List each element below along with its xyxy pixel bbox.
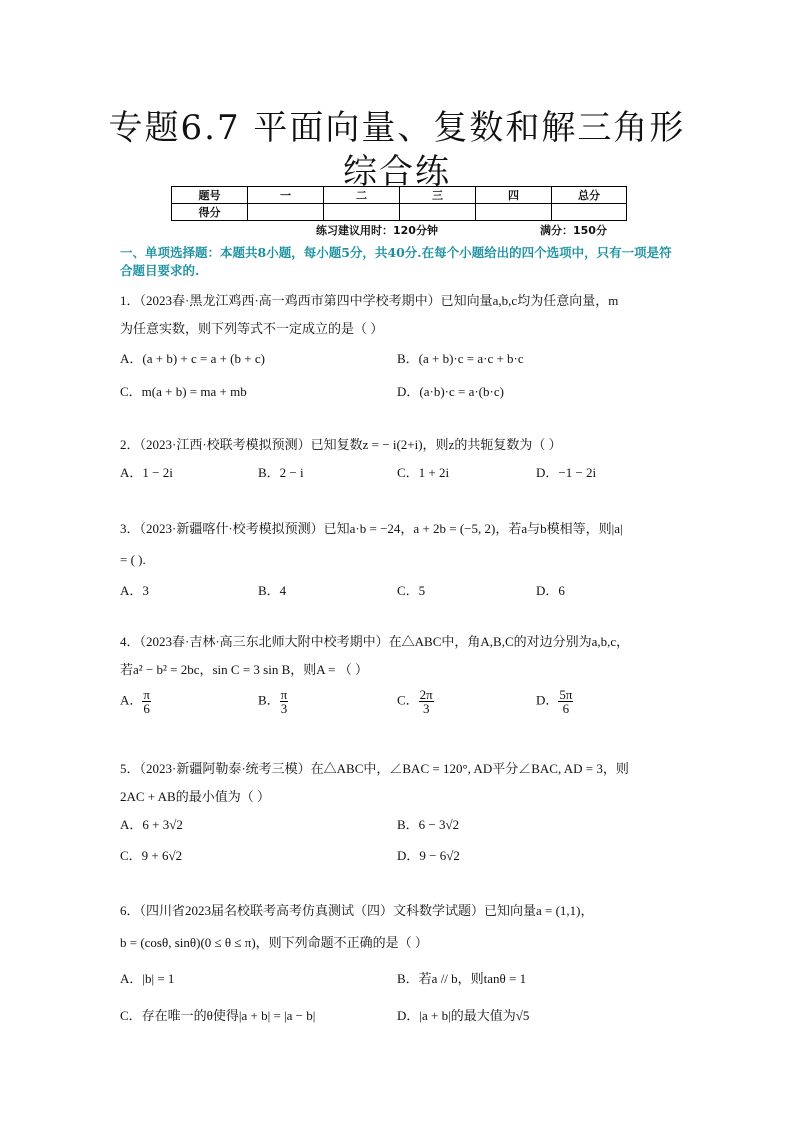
question-2-option-b[interactable]: B．2 − i [258,465,304,480]
suggested-time: 练习建议用时：120分钟 [316,224,438,237]
question-4-option-d[interactable] [536,688,573,715]
numerator: π [143,687,150,702]
question-1-option-c[interactable]: C．m(a + b) = ma + mb [120,384,247,399]
option-label: D． [536,692,559,708]
question-4-option-b[interactable] [258,688,288,715]
score-header-cell: 总分 [552,187,627,204]
numerator: 5π [559,687,573,702]
question-1-stem-cont: 为任意实数，则下列等式不一定成立的是（ ） [120,321,384,336]
denominator: 6 [562,701,570,716]
question-3-option-d[interactable]: D．6 [536,583,565,598]
question-1-stem: 1．（2023春·黑龙江鸡西·高一鸡西市第四中学校考期中）已知向量a,b,c均为任意向量，m [120,293,619,308]
fraction [558,688,573,715]
question-4-option-a[interactable] [120,688,151,715]
question-3-stem: 3．（2023·新疆喀什·校考模拟预测）已知a·b = −24，a + 2b = (−5, 2)，若a与b模相等，则|a| [120,521,623,536]
question-6-option-c[interactable]: C．存在唯一的θ使得|a + b| = |a − b| [120,1008,316,1023]
question-4-option-c[interactable] [397,688,434,715]
question-5-stem-cont: 2AC + AB的最小值为（ ） [120,789,270,804]
question-1-option-d[interactable]: D．(a·b)·c = a·(b·c) [397,384,504,399]
score-header-cell: 三 [400,187,476,204]
option-label: C． [397,692,419,708]
question-3-option-a[interactable]: A．3 [120,583,149,598]
page-title-line1: 专题6.7 平面向量、复数和解三角形 [108,108,686,148]
denominator: 3 [422,701,430,716]
numerator: π [280,687,288,702]
fraction [142,688,151,715]
question-6-stem-cont: b = (cosθ, sinθ)(0 ≤ θ ≤ π)，则下列命题不正确的是（ ） [120,935,428,950]
full-score: 满分：150分 [540,224,607,237]
score-input-cell[interactable] [324,204,400,221]
page-title-line2: 综合练 [343,152,451,192]
question-5-option-d[interactable]: D．9 − 6√2 [397,848,460,863]
score-header-cell: 四 [476,187,552,204]
option-label: A． [120,692,143,708]
question-5-stem: 5．（2023·新疆阿勒泰·统考三模）在△ABC中，∠BAC = 120°, AD平分∠BAC, AD = 3，则 [120,761,629,776]
question-2-option-c[interactable]: C．1 + 2i [397,465,450,480]
question-3-option-c[interactable]: C．5 [397,583,426,598]
score-header-cell: 题号 [172,187,248,204]
score-row-label: 得分 [172,204,248,221]
question-5-option-a[interactable]: A．6 + 3√2 [120,817,183,832]
question-1-option-a[interactable]: A．(a + b) + c = a + (b + c) [120,351,265,366]
score-header-cell: 一 [248,187,324,204]
denominator: 3 [280,701,288,716]
question-4-stem: 4．（2023春·吉林·高三东北师大附中校考期中）在△ABC中，角A,B,C的对边分别为a,b,c， [120,634,630,649]
score-input-cell[interactable] [476,204,552,221]
numerator: 2π [419,687,433,702]
question-2-stem: 2．（2023·江西·校联考模拟预测）已知复数z = − i(2+i)，则z的共轭复数为（ ） [120,437,562,452]
question-5-option-c[interactable]: C．9 + 6√2 [120,848,183,863]
section-heading: 一、单项选择题：本题共8小题，每小题5分，共40分.在每个小题给出的四个选项中，只有一项是符合题目要求的. [120,245,672,278]
question-6-option-b[interactable]: B．若a // b，则tanθ = 1 [397,971,527,986]
fraction [419,688,434,715]
question-6-stem: 6．（四川省2023届名校联考高考仿真测试（四）文科数学试题）已知向量a = (1,1)， [120,903,594,918]
question-6-option-a[interactable]: A．|b| = 1 [120,971,175,986]
denominator: 6 [143,701,150,716]
score-input-cell[interactable] [400,204,476,221]
question-4-stem-cont: 若a² − b² = 2bc，sin C = 3 sin B，则A = （ ） [120,662,369,677]
question-1-option-b[interactable]: B．(a + b)·c = a·c + b·c [397,351,524,366]
question-2-option-d[interactable]: D．−1 − 2i [536,465,597,480]
question-3-option-b[interactable]: B．4 [258,583,287,598]
score-table [171,186,627,221]
score-table-score-row [172,204,627,221]
option-label: B． [258,692,280,708]
fraction [280,688,289,715]
score-input-cell[interactable] [552,204,627,221]
score-table-header-row [172,187,627,204]
score-input-cell[interactable] [248,204,324,221]
score-header-cell: 二 [324,187,400,204]
question-3-stem-cont: = ( ). [120,552,146,567]
question-2-option-a[interactable]: A．1 − 2i [120,465,173,480]
question-5-option-b[interactable]: B．6 − 3√2 [397,817,460,832]
question-6-option-d[interactable]: D．|a + b|的最大值为√5 [397,1008,530,1023]
